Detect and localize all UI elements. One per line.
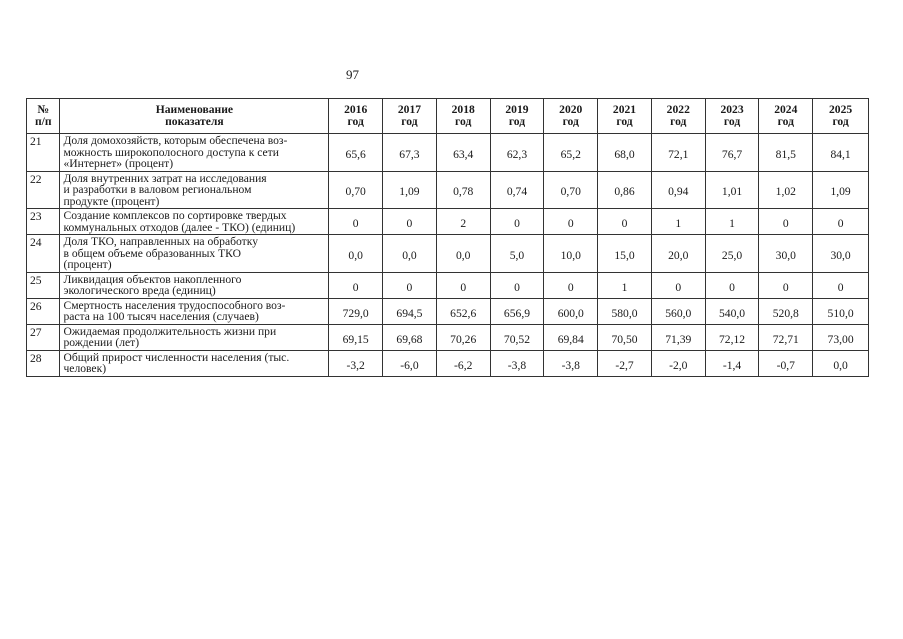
row-number: 21 (27, 134, 60, 172)
value-cell: 72,12 (705, 324, 759, 350)
value-cell: 25,0 (705, 235, 759, 273)
header-year-unit: год (723, 115, 741, 128)
value-cell: 0 (813, 209, 869, 235)
value-cell: 0 (383, 272, 437, 298)
value-cell: 76,7 (705, 134, 759, 172)
value-cell: 73,00 (813, 324, 869, 350)
table-row (27, 134, 869, 172)
header-year-label: 2018 (451, 103, 475, 116)
row-number: 25 (27, 272, 60, 298)
value-cell: 729,0 (329, 298, 383, 324)
indicator-name: Доля ТКО, направленных на обработку в общем объеме образованных ТКО (процент) (60, 235, 329, 273)
indicator-name: Общий прирост численности населения (тыс. человек) (60, 350, 329, 376)
header-year-label: 2019 (505, 103, 529, 116)
table-row (27, 272, 869, 298)
value-cell: -1,4 (705, 350, 759, 376)
value-cell: -6,2 (436, 350, 490, 376)
value-cell: 1,09 (383, 171, 437, 209)
value-cell: -2,0 (651, 350, 705, 376)
value-cell: 70,26 (436, 324, 490, 350)
header-year-unit: год (832, 115, 849, 128)
page-number: 97 (346, 67, 359, 82)
value-cell: 30,0 (759, 235, 813, 273)
header-year-label: 2020 (559, 103, 583, 116)
value-cell: -2,7 (598, 350, 652, 376)
header-year-unit: год (401, 115, 418, 128)
row-number: 26 (27, 298, 60, 324)
value-cell: 0 (705, 272, 759, 298)
header-year-2018 (436, 99, 490, 134)
value-cell: 81,5 (759, 134, 813, 172)
value-cell: 600,0 (544, 298, 598, 324)
value-cell: 580,0 (598, 298, 652, 324)
value-cell: 560,0 (651, 298, 705, 324)
header-year-label: 2022 (666, 103, 690, 116)
header-year-unit: год (508, 115, 526, 128)
value-cell: 1 (705, 209, 759, 235)
value-cell: 0 (598, 209, 652, 235)
indicator-name: Ликвидация объектов накопленного экологического вреда (единиц) (60, 272, 329, 298)
value-cell: 0,0 (329, 235, 383, 273)
value-cell: 540,0 (705, 298, 759, 324)
value-cell: 0 (490, 209, 544, 235)
value-cell: 0 (759, 209, 813, 235)
row-number: 28 (27, 350, 60, 376)
value-cell: 0 (490, 272, 544, 298)
value-cell: 0 (759, 272, 813, 298)
header-year-2017 (383, 99, 437, 134)
indicator-name: Ожидаемая продолжительность жизни при рождении (лет) (60, 324, 329, 350)
value-cell: 0,78 (436, 171, 490, 209)
indicators-table (26, 98, 869, 377)
header-year-2022 (651, 99, 705, 134)
table-row (27, 298, 869, 324)
row-number: 23 (27, 209, 60, 235)
value-cell: 0,0 (436, 235, 490, 273)
value-cell: 1 (651, 209, 705, 235)
header-year-unit: год (347, 115, 364, 128)
value-cell: 72,1 (651, 134, 705, 172)
indicator-name: Доля домохозяйств, которым обеспечена воз- можность широкополосного доступа к сети «Интернет» (процент) (60, 134, 329, 172)
header-year-label: 2025 (829, 103, 853, 116)
value-cell: 0 (544, 209, 598, 235)
value-cell: 1,09 (813, 171, 869, 209)
row-number: 27 (27, 324, 60, 350)
value-cell: 510,0 (813, 298, 869, 324)
value-cell: 1,01 (705, 171, 759, 209)
value-cell: -3,8 (490, 350, 544, 376)
header-year-2025 (813, 99, 869, 134)
value-cell: -0,7 (759, 350, 813, 376)
value-cell: 520,8 (759, 298, 813, 324)
value-cell: 652,6 (436, 298, 490, 324)
header-number: № п/п (27, 99, 60, 134)
value-cell: 65,6 (329, 134, 383, 172)
header-year-unit: год (777, 115, 794, 128)
value-cell: 1,02 (759, 171, 813, 209)
value-cell: -3,2 (329, 350, 383, 376)
value-cell: 0 (436, 272, 490, 298)
value-cell: 0,86 (598, 171, 652, 209)
header-year-2024 (759, 99, 813, 134)
header-year-label: 2021 (612, 103, 637, 116)
value-cell: 69,84 (544, 324, 598, 350)
value-cell: -3,8 (544, 350, 598, 376)
table-row (27, 209, 869, 235)
header-year-unit: год (670, 115, 687, 128)
table-row (27, 324, 869, 350)
value-cell: 63,4 (436, 134, 490, 172)
value-cell: 15,0 (598, 235, 652, 273)
value-cell: 30,0 (813, 235, 869, 273)
table-row (27, 350, 869, 376)
value-cell: 0,74 (490, 171, 544, 209)
value-cell: 0 (329, 272, 383, 298)
value-cell: 656,9 (490, 298, 544, 324)
header-year-2016 (329, 99, 383, 134)
value-cell: 0 (383, 209, 437, 235)
table-row (27, 235, 869, 273)
value-cell: 70,50 (598, 324, 652, 350)
value-cell: 10,0 (544, 235, 598, 273)
header-year-2019 (490, 99, 544, 134)
value-cell: 1 (598, 272, 652, 298)
value-cell: 2 (436, 209, 490, 235)
value-cell: 694,5 (383, 298, 437, 324)
indicator-name: Смертность населения трудоспособного воз- раста на 100 тысяч населения (случаев) (60, 298, 329, 324)
value-cell: 0,94 (651, 171, 705, 209)
row-number: 22 (27, 171, 60, 209)
value-cell: 84,1 (813, 134, 869, 172)
value-cell: 0 (651, 272, 705, 298)
value-cell: 5,0 (490, 235, 544, 273)
value-cell: 69,68 (383, 324, 437, 350)
value-cell: 0,70 (329, 171, 383, 209)
header-year-unit: год (616, 115, 633, 128)
header-year-label: 2017 (397, 103, 422, 116)
value-cell: 62,3 (490, 134, 544, 172)
row-number: 24 (27, 235, 60, 273)
value-cell: 0,70 (544, 171, 598, 209)
header-indicator-name: Наименование показателя (60, 99, 329, 134)
value-cell: 72,71 (759, 324, 813, 350)
indicator-name: Создание комплексов по сортировке твердых коммунальных отходов (далее - ТКО) (единиц) (60, 209, 329, 235)
value-cell: 70,52 (490, 324, 544, 350)
value-cell: 0 (329, 209, 383, 235)
header-year-label: 2023 (720, 103, 744, 116)
value-cell: -6,0 (383, 350, 437, 376)
header-year-unit: год (455, 115, 472, 128)
header-year-2020 (544, 99, 598, 134)
indicator-name: Доля внутренних затрат на исследования и разработки в валовом региональном продукте (процент) (60, 171, 329, 209)
header-year-label: 2016 (344, 103, 368, 116)
header-year-unit: год (562, 115, 579, 128)
value-cell: 67,3 (383, 134, 437, 172)
table-row (27, 171, 869, 209)
value-cell: 0,0 (383, 235, 437, 273)
value-cell: 0 (544, 272, 598, 298)
header-year-2021 (598, 99, 652, 134)
value-cell: 20,0 (651, 235, 705, 273)
value-cell: 65,2 (544, 134, 598, 172)
value-cell: 0 (813, 272, 869, 298)
value-cell: 69,15 (329, 324, 383, 350)
value-cell: 0,0 (813, 350, 869, 376)
header-year-2023 (705, 99, 759, 134)
value-cell: 71,39 (651, 324, 705, 350)
table-header-row (27, 99, 869, 134)
header-year-label: 2024 (774, 103, 798, 116)
value-cell: 68,0 (598, 134, 652, 172)
